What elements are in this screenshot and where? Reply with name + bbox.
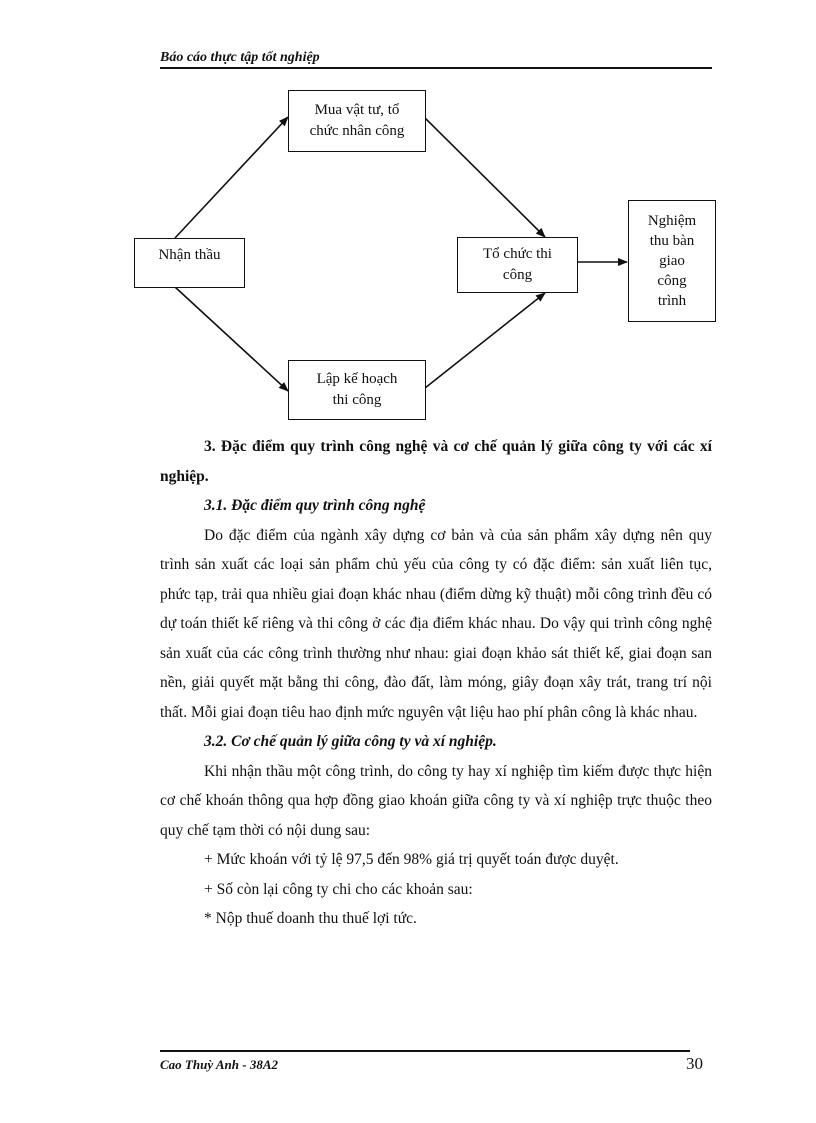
heading-3-1: 3.1. Đặc điểm quy trình công nghệ — [204, 497, 426, 514]
body-content — [160, 432, 712, 934]
node-nghiem-thu-line2: thu bàn — [649, 233, 695, 249]
node-mua-vat-tu — [288, 90, 426, 152]
paragraph-3-1: Do đặc điểm của ngành xây dựng cơ bản và của sản phẩm xây dựng nên quy trình sản xuất các loại sản phẩm chủ yếu của công ty có đặc điểm: sản xuất liên tục, phức tạp, trải qua nhiều giai đoạn khác nhau (điểm dừng kỹ thuật) mỗi công trình đều có dự toán thiết kế riêng và thi công ở các địa điểm khác nhau. Do vậy qui trình công nghệ sản xuất của các công trình thường như nhau: giai đoạn khảo sát thiết kế, giai đoạn san nền, giải quyết mặt bằng thi công, đào đất, làm móng, giây đoạn xây trát, trang trí nội thất. Mỗi giai đoạn tiêu hao định mức nguyên vật liệu hao phí phân công là khác nhau. — [160, 526, 712, 721]
process-flow-diagram — [0, 0, 816, 430]
heading-3: 3. Đặc điểm quy trình công nghệ và cơ chế quản lý giữa công ty với các xí nghiệp. — [160, 438, 712, 485]
node-nghiem-thu-line3: giao — [659, 253, 685, 269]
header-title: Báo cáo thực tập tốt nghiệp — [160, 50, 320, 65]
bullet-item-1: + Mức khoán với tỷ lệ 97,5 đến 98% giá trị quyết toán được duyệt. — [204, 851, 619, 868]
node-nghiem-thu-line4: công — [657, 273, 687, 289]
node-nghiem-thu-line1: Nghiệm — [647, 213, 697, 229]
node-to-chuc-line1: Tổ chức thi — [483, 246, 552, 262]
node-to-chuc-line2: công — [502, 267, 533, 283]
node-nghiem-thu-line5: trình — [657, 293, 687, 309]
node-nghiem-thu — [628, 200, 716, 322]
node-mua-vat-tu-line2: chức nhân công — [309, 123, 405, 139]
node-lap-ke-hoach-line1: Lập kế hoạch — [316, 371, 398, 387]
footer-author: Cao Thuỳ Anh - 38A2 — [160, 1057, 278, 1072]
node-nhan-thau — [134, 238, 245, 288]
node-lap-ke-hoach — [288, 360, 426, 420]
arrow-muavattu-to-tochuc — [425, 118, 545, 237]
paragraph-3-2: Khi nhận thầu một công trình, do công ty hay xí nghiệp tìm kiếm được thực hiện cơ chế khoán thông qua hợp đồng giao khoán giữa công ty và xí nghiệp trực thuộc theo quy chế tạm thời có nội dung sau: — [160, 762, 712, 839]
node-lap-ke-hoach-line2: thi công — [332, 392, 382, 408]
node-mua-vat-tu-line1: Mua vật tư, tổ — [314, 102, 400, 118]
bullet-item-3: * Nộp thuế doanh thu thuế lợi tức. — [204, 910, 417, 927]
page-number: 30 — [686, 1054, 703, 1073]
bullet-item-2: + Số còn lại công ty chi cho các khoản sau: — [204, 880, 473, 898]
heading-3-2: 3.2. Cơ chế quản lý giữa công ty và xí nghiệp. — [204, 733, 497, 750]
node-nhan-thau-label: Nhận thầu — [158, 246, 221, 263]
footer-rule — [160, 1050, 690, 1052]
node-to-chuc-thi-cong — [457, 237, 578, 293]
arrow-nhanthau-to-muavattu — [175, 117, 288, 238]
arrow-lapkehoach-to-tochuc — [425, 293, 545, 388]
arrow-nhanthau-to-lapkehoach — [175, 287, 288, 391]
